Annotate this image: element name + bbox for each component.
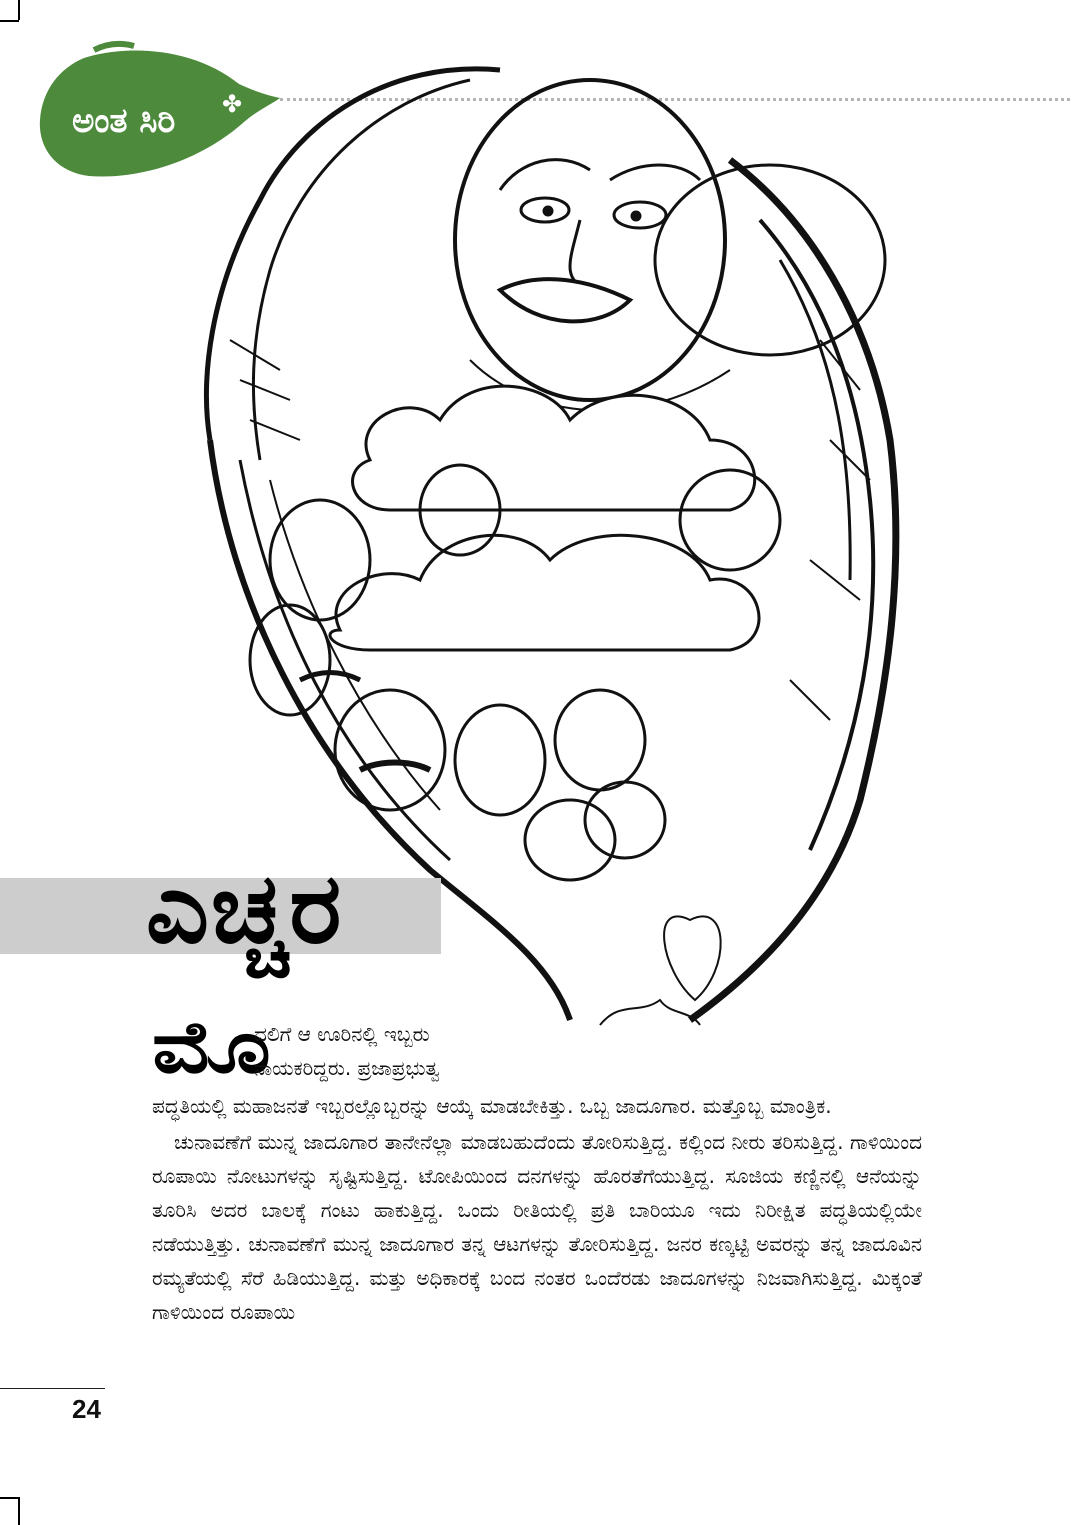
article-body bbox=[152, 1005, 922, 1329]
page-number: 24 bbox=[72, 1394, 101, 1424]
crop-mark-bottom bbox=[18, 1497, 20, 1525]
folio-rule bbox=[0, 1388, 105, 1389]
article-line-2: ನಾಯಕರಿದ್ದರು. ಪ್ರಜಾಪ್ರಭುತ್ವ bbox=[254, 1056, 440, 1080]
drop-cap-block bbox=[152, 1005, 922, 1089]
crop-mark-top bbox=[18, 0, 20, 20]
section-leaf-label: ಅಂತ ಸಿರಿ bbox=[72, 101, 176, 141]
article-paragraph-2: ಚುನಾವಣೆಗೆ ಮುನ್ನ ಜಾದೂಗಾರ ತಾನೇನೆಲ್ಲಾ ಮಾಡಬಹುದೆಂದು ತೋರಿಸುತ್ತಿದ್ದ. ಕಲ್ಲಿಂದ ನೀರು ತರಿಸುತ್ತಿದ್ದ. ಗಾಳಿಯಿಂದ ರೂಪಾಯಿ ನೋಟುಗಳನ್ನು ಸೃಷ್ಟಿಸುತ್ತಿದ್ದ. ಟೋಪಿಯಿಂದ ದನಗಳನ್ನು ಹೊರತೆಗೆಯುತ್ತಿದ್ದ. ಸೂಜಿಯ ಕಣ್ಣಿನಲ್ಲಿ ಆನೆಯನ್ನು ತೂರಿಸಿ ಅದರ ಬಾಲಕ್ಕೆ ಗಂಟು ಹಾಕುತ್ತಿದ್ದ. ಒಂದು ರೀತಿಯಲ್ಲಿ ಪ್ರತಿ ಬಾರಿಯೂ ಇದು ನಿರೀಕ್ಷಿತ ಪದ್ಧತಿಯಲ್ಲಿಯೇ ನಡೆಯುತ್ತಿತ್ತು. ಚುನಾವಣೆಗೆ ಮುನ್ನ ಜಾದೂಗಾರ ತನ್ನ ಆಟಗಳನ್ನು ತೋರಿಸುತ್ತಿದ್ದ. ಜನರ ಕಣ್ಕಟ್ಟಿ ಅವರನ್ನು ತನ್ನ ಜಾದೂವಿನ ರಮ್ಯತೆಯಲ್ಲಿ ಸೆರೆ ಹಿಡಿಯುತ್ತಿದ್ದ. ಮತ್ತು ಅಧಿಕಾರಕ್ಕೆ ಬಂದ ನಂತರ ಒಂದೆರಡು ಜಾದೂಗಳನ್ನು ನಿಜವಾಗಿಸುತ್ತಿದ್ದ. ಮಿಕ್ಕಂತೆ ಗಾಳಿಯಿಂದ ರೂಪಾಯಿ bbox=[152, 1130, 922, 1324]
article-title: ಎಚ್ಚರ bbox=[146, 852, 344, 966]
crop-mark-top-h bbox=[0, 20, 19, 22]
crop-mark-bottom-h bbox=[0, 1497, 19, 1499]
clover-icon: ✤ bbox=[222, 90, 243, 118]
drop-cap: ಮೊ bbox=[152, 1005, 271, 1089]
article-paragraph-1: ಪದ್ಧತಿಯಲ್ಲಿ ಮಹಾಜನತೆ ಇಬ್ಬರಲ್ಲೊಬ್ಬರನ್ನು ಆಯ್ಕೆ ಮಾಡಬೇಕಿತ್ತು. ಒಬ್ಬ ಜಾದೂಗಾರ. ಮತ್ತೊಬ್ಬ ಮಾಂತ್ರಿಕ. bbox=[152, 1094, 832, 1118]
article-line-1: ದಲಿಗೆ ಆ ಊರಿನಲ್ಲಿ ಇಬ್ಬರು bbox=[254, 1022, 430, 1046]
